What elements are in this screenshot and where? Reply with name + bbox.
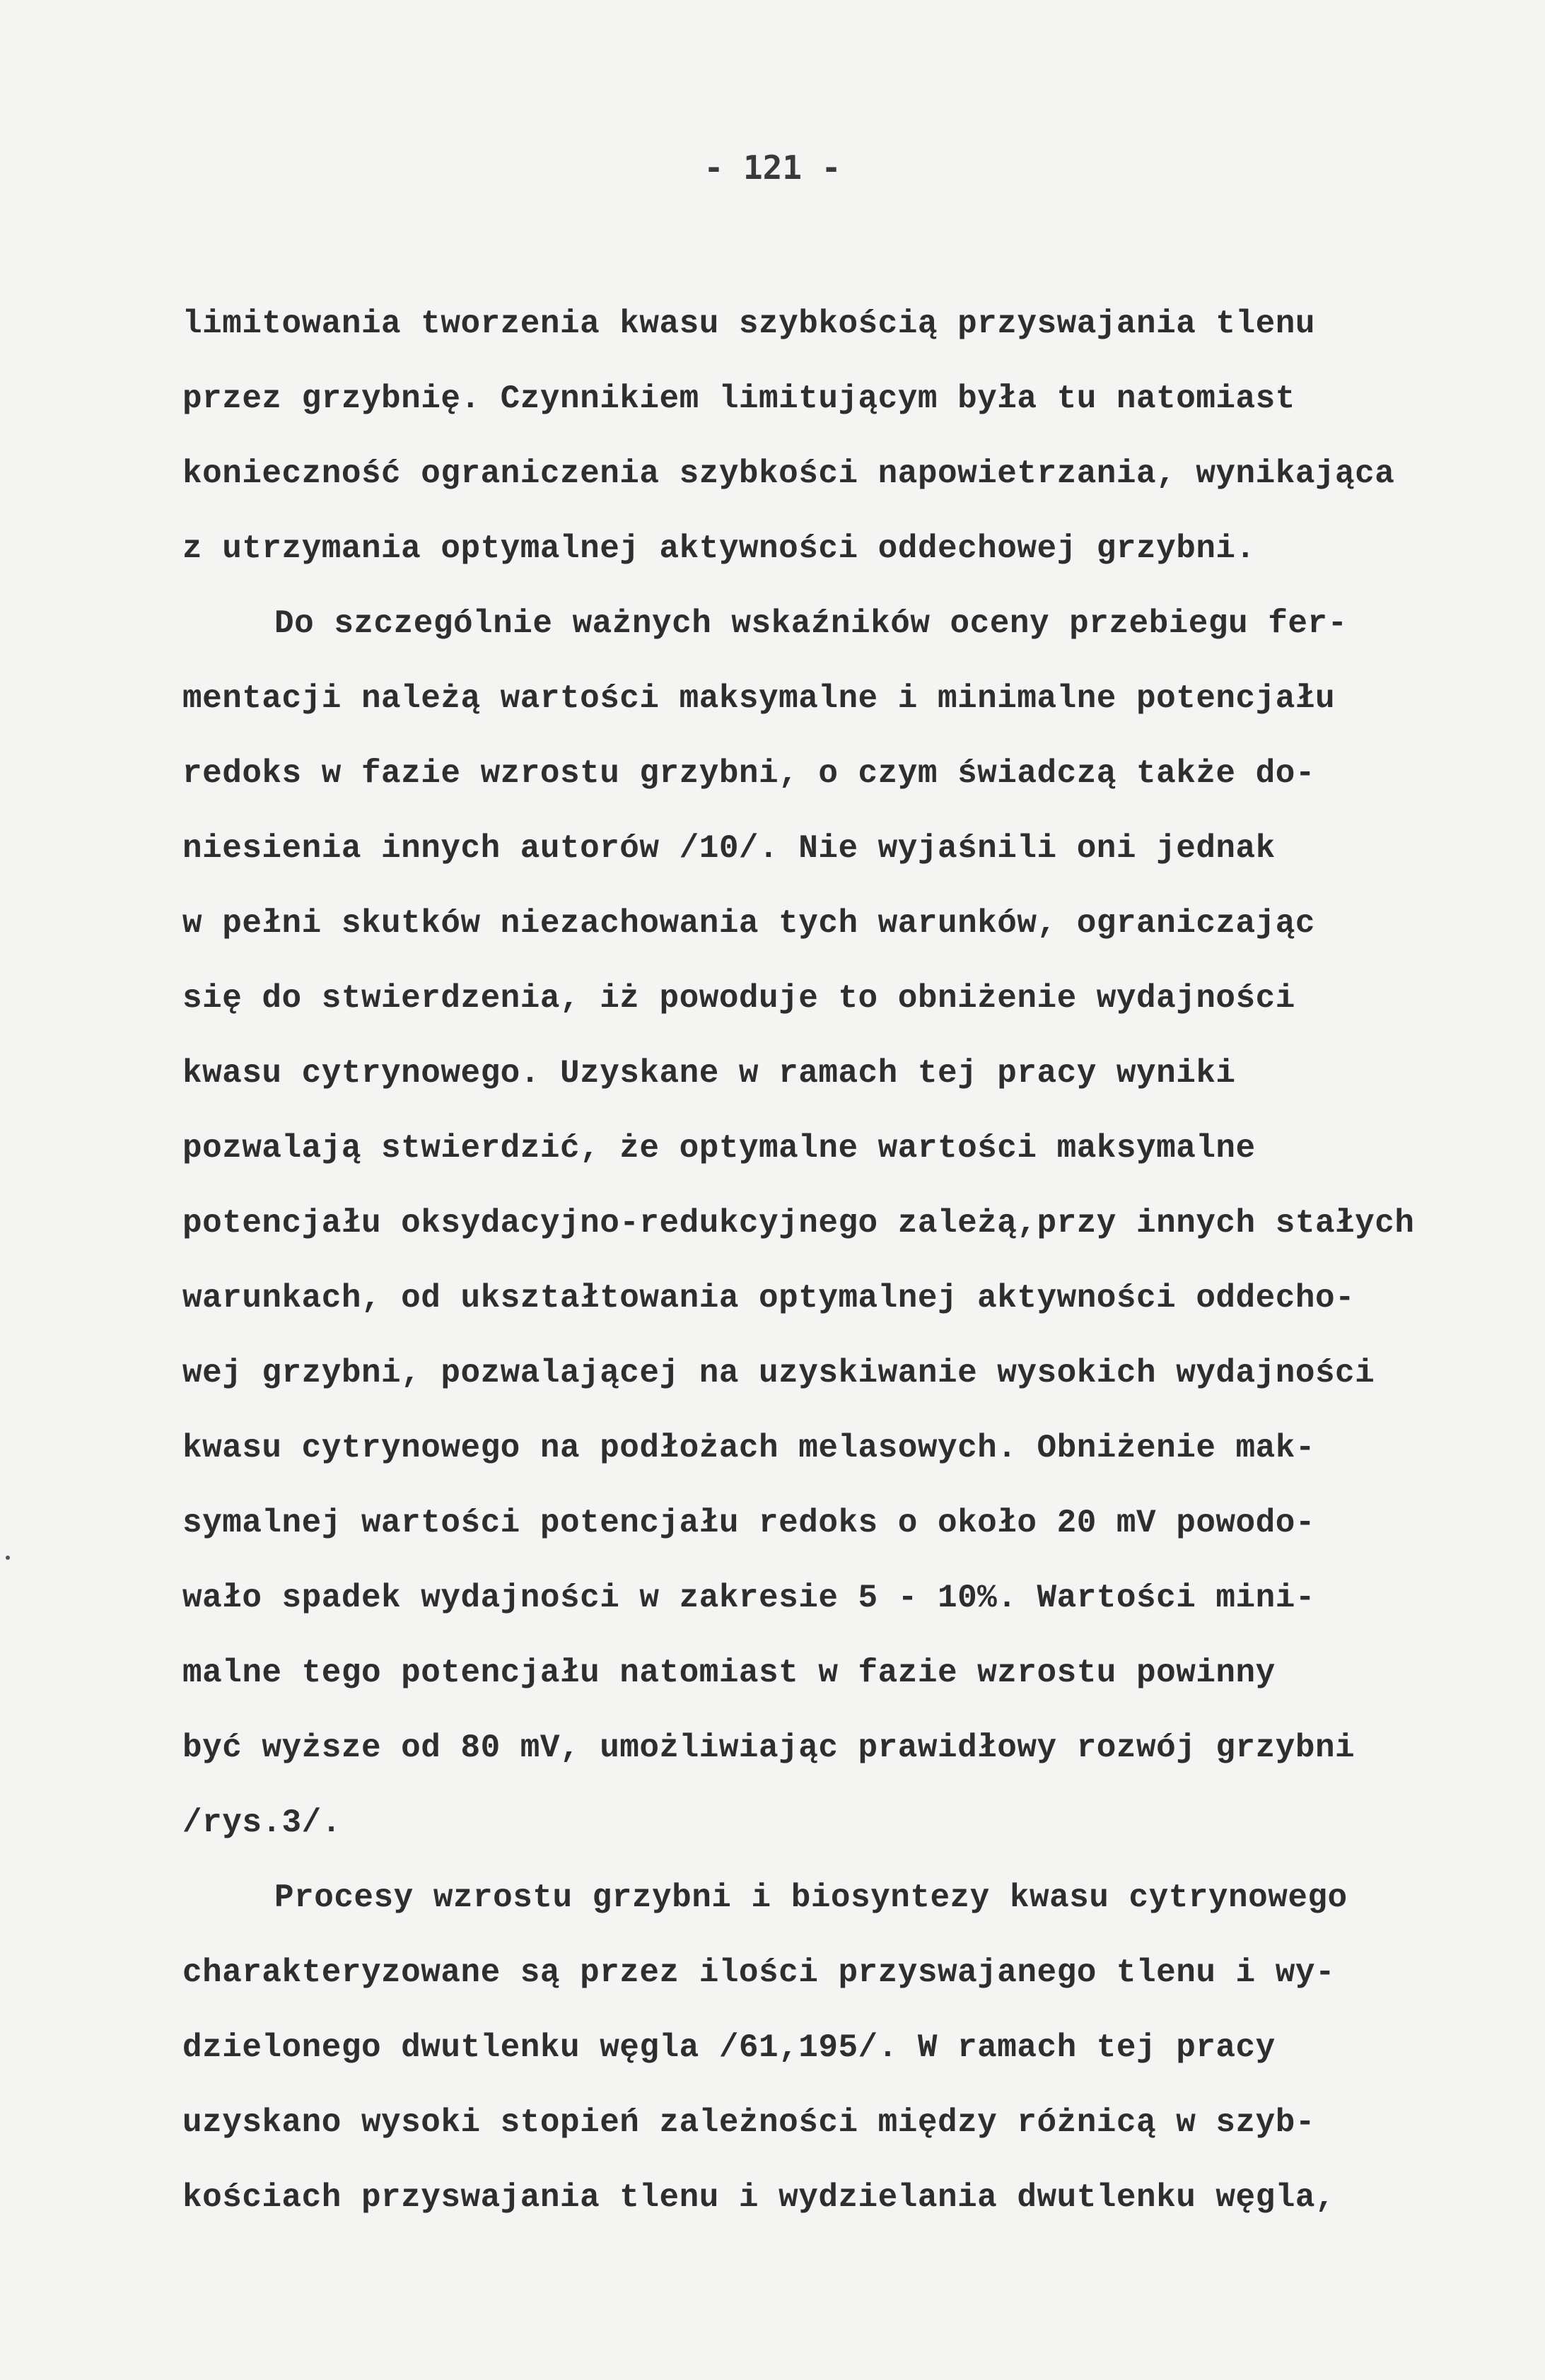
text-line: redoks w fazie wzrostu grzybni, o czym świadczą także do- <box>182 755 1315 792</box>
text-line: uzyskano wysoki stopień zależności między różnicą w szyb- <box>182 2104 1315 2141</box>
paragraph-3 <box>182 1860 1498 2235</box>
text-line: kwasu cytrynowego. Uzyskane w ramach tej pracy wyniki <box>182 1055 1236 1092</box>
paragraph-1 <box>182 286 1498 586</box>
page-number: - 121 - <box>704 148 841 187</box>
paragraph-2 <box>182 586 1498 1860</box>
text-line: przez grzybnię. Czynnikiem limitującym była tu natomiast <box>182 380 1295 417</box>
scan-speck <box>6 1556 10 1560</box>
text-line: charakteryzowane są przez ilości przyswajanego tlenu i wy- <box>182 1954 1336 1991</box>
text-line: Procesy wzrostu grzybni i biosyntezy kwasu cytrynowego <box>274 1879 1348 1916</box>
text-line: kwasu cytrynowego na podłożach melasowych. Obniżenie mak- <box>182 1430 1315 1466</box>
text-line: niesienia innych autorów /10/. Nie wyjaśnili oni jednak <box>182 830 1276 867</box>
text-line: pozwalają stwierdzić, że optymalne wartości maksymalne <box>182 1130 1256 1167</box>
text-line: warunkach, od ukształtowania optymalnej aktywności oddecho- <box>182 1280 1355 1317</box>
text-line: potencjału oksydacyjno-redukcyjnego zależą,przy innych stałych <box>182 1205 1415 1242</box>
text-line: mentacji należą wartości maksymalne i minimalne potencjału <box>182 680 1336 717</box>
text-line: być wyższe od 80 mV, umożliwiając prawidłowy rozwój grzybni <box>182 1729 1355 1766</box>
text-line: wało spadek wydajności w zakresie 5 - 10%. Wartości mini- <box>182 1580 1315 1616</box>
text-line: limitowania tworzenia kwasu szybkością przyswajania tlenu <box>182 305 1315 342</box>
text-line: w pełni skutków niezachowania tych warunków, ograniczając <box>182 905 1315 942</box>
body-text <box>182 286 1498 2235</box>
text-line: z utrzymania optymalnej aktywności oddechowej grzybni. <box>182 530 1256 567</box>
text-line: dzielonego dwutlenku węgla /61,195/. W ramach tej pracy <box>182 2029 1276 2066</box>
text-line: wej grzybni, pozwalającej na uzyskiwanie wysokich wydajności <box>182 1355 1375 1392</box>
text-line: /rys.3/. <box>182 1804 342 1841</box>
text-line: symalnej wartości potencjału redoks o około 20 mV powodo- <box>182 1505 1315 1541</box>
text-line: się do stwierdzenia, iż powoduje to obniżenie wydajności <box>182 980 1295 1017</box>
text-line: Do szczególnie ważnych wskaźników oceny przebiegu fer- <box>274 605 1348 642</box>
text-line: malne tego potencjału natomiast w fazie wzrostu powinny <box>182 1655 1276 1691</box>
text-line: kościach przyswajania tlenu i wydzielania dwutlenku węgla, <box>182 2179 1336 2216</box>
text-line: konieczność ograniczenia szybkości napowietrzania, wynikająca <box>182 455 1395 492</box>
